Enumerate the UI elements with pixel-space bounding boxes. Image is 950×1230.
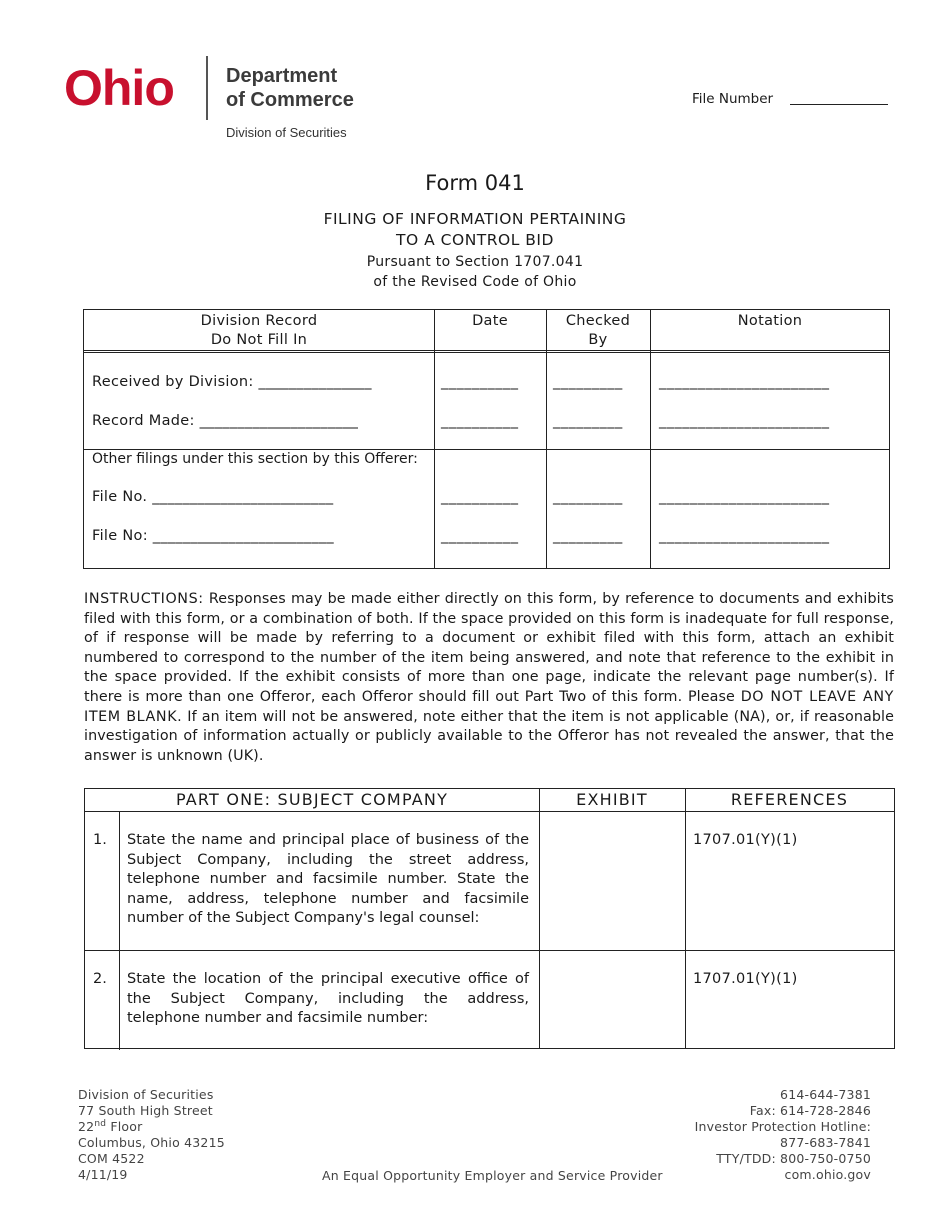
column-header-line: By — [588, 332, 608, 348]
column-header-exhibit: EXHIBIT — [576, 790, 648, 809]
received-by-division-field[interactable]: Received by Division: _______________ — [92, 374, 372, 390]
instructions-text: Responses may be made either directly on this form, by reference to documents and exhibits filed with this form, or a combination of both. If the space provided on this form is inadequate for full response, of if response will be made by referring to a document or exhibit filed with this form, attach an exhibit numbered to correspond to the number of the item being answered, and note that reference to the exhibit in the space provided. If the exhibit consists of more than one page, indicate the relevant page number(s). If there is more than one Offeror, each Offeror should fill out Part Two of this form. Please — [84, 591, 894, 705]
form-heading — [0, 209, 950, 251]
checked-by-field[interactable]: _________ — [553, 489, 623, 505]
footer-line: COM 4522 — [78, 1151, 145, 1166]
department-name — [226, 64, 354, 112]
footer-line: Division of Securities — [78, 1087, 214, 1102]
footer-equal-opportunity: An Equal Opportunity Employer and Service Provider — [322, 1168, 663, 1183]
column-header-line: Do Not Fill In — [210, 332, 308, 348]
footer-line — [78, 1119, 225, 1135]
item-number: 2. — [93, 971, 107, 987]
item-reference: 1707.01(Y)(1) — [693, 971, 798, 987]
footer-floor-suffix: nd — [94, 1118, 107, 1129]
footer-phone: 614-644-7381 — [780, 1087, 871, 1102]
column-header-checked-by — [546, 312, 650, 350]
checked-by-field[interactable]: _________ — [553, 528, 623, 544]
record-made-field[interactable]: Record Made: _____________________ — [92, 413, 359, 429]
form-heading-line-1: FILING OF INFORMATION PERTAINING — [323, 210, 627, 228]
notation-field[interactable]: ______________________ — [659, 489, 830, 505]
form-statute-line-1: Pursuant to Section 1707.041 — [366, 254, 584, 270]
instructions-text: If an item will not be answered, note either that the item is not applicable (NA), or, if reasonable investigation of information actually or publicly available to the Offeror has not revealed the answer, that the answer is unknown (UK). — [84, 708, 894, 764]
file-no-field-2[interactable]: File No: ________________________ — [92, 528, 334, 544]
division-record-table — [83, 309, 890, 569]
footer-floor-number: 22 — [78, 1119, 95, 1134]
table-divider — [685, 789, 686, 1048]
division-name: Division of Securities — [226, 125, 347, 140]
form-heading-line-2: TO A CONTROL BID — [396, 231, 554, 249]
column-header-line: Checked — [565, 313, 631, 329]
file-no-field-1[interactable]: File No. ________________________ — [92, 489, 334, 505]
department-line-1: Department — [226, 65, 338, 87]
column-header-division-record — [84, 312, 434, 350]
table-divider — [119, 811, 120, 1050]
table-divider — [434, 310, 435, 568]
department-line-2: of Commerce — [226, 89, 354, 111]
notation-field[interactable]: ______________________ — [659, 413, 830, 429]
other-filings-label: Other filings under this section by this Offerer: — [92, 451, 418, 467]
footer-address — [78, 1087, 225, 1183]
file-number-label: File Number — [692, 91, 774, 107]
date-field[interactable]: __________ — [441, 413, 519, 429]
item-number: 1. — [93, 832, 107, 848]
part-one-table — [84, 788, 895, 1049]
checked-by-field[interactable]: _________ — [553, 413, 623, 429]
footer-line: Columbus, Ohio 43215 — [78, 1135, 225, 1150]
column-header-references: REFERENCES — [730, 790, 849, 809]
column-header-notation: Notation — [737, 313, 803, 329]
column-header-date: Date — [472, 313, 508, 329]
column-header-line: Division Record — [200, 313, 318, 329]
column-header-part-one: PART ONE: SUBJECT COMPANY — [175, 790, 449, 809]
footer-line: 4/11/19 — [78, 1167, 128, 1182]
date-field[interactable]: __________ — [441, 489, 519, 505]
item-reference: 1707.01(Y)(1) — [693, 832, 798, 848]
date-field[interactable]: __________ — [441, 528, 519, 544]
footer-fax: Fax: 614-728-2846 — [749, 1103, 871, 1118]
table-divider — [85, 950, 894, 951]
file-number-field[interactable] — [790, 104, 888, 105]
notation-field[interactable]: ______________________ — [659, 374, 830, 390]
item-question: State the location of the principal executive office of the Subject Company, including the address, telephone number and facsimile number: — [127, 971, 529, 1027]
instructions-paragraph — [84, 590, 894, 766]
footer-hotline-label: Investor Protection Hotline: — [694, 1119, 871, 1134]
form-statute-line-2: of the Revised Code of Ohio — [373, 274, 577, 290]
footer-floor-label: Floor — [106, 1119, 143, 1134]
notation-field[interactable]: ______________________ — [659, 528, 830, 544]
table-divider — [539, 789, 540, 1048]
footer-website-link[interactable]: com.ohio.gov — [784, 1167, 871, 1182]
footer-tty: TTY/TDD: 800-750-0750 — [716, 1151, 871, 1166]
table-divider — [85, 811, 894, 812]
item-question: State the name and principal place of business of the Subject Company, including the street address, telephone number and facsimile number. State the name, address, telephone number and facsimile number of the Subject Company's legal counsel: — [127, 832, 529, 927]
table-divider — [84, 352, 889, 353]
form-statute — [0, 252, 950, 292]
footer-contact — [620, 1087, 871, 1183]
table-divider — [84, 449, 889, 450]
table-divider — [84, 350, 889, 351]
instructions-emphasis: DO NOT LEAVE ANY ITEM BLANK. — [84, 688, 895, 725]
table-divider — [650, 310, 651, 568]
logo-divider — [206, 56, 208, 120]
form-title: Form 041 — [425, 171, 525, 195]
checked-by-field[interactable]: _________ — [553, 374, 623, 390]
date-field[interactable]: __________ — [441, 374, 519, 390]
footer-hotline-number: 877-683-7841 — [780, 1135, 871, 1150]
footer-line: 77 South High Street — [78, 1103, 213, 1118]
ohio-logo: Ohio — [64, 60, 174, 116]
instructions-lead: INSTRUCTIONS: — [84, 591, 204, 607]
